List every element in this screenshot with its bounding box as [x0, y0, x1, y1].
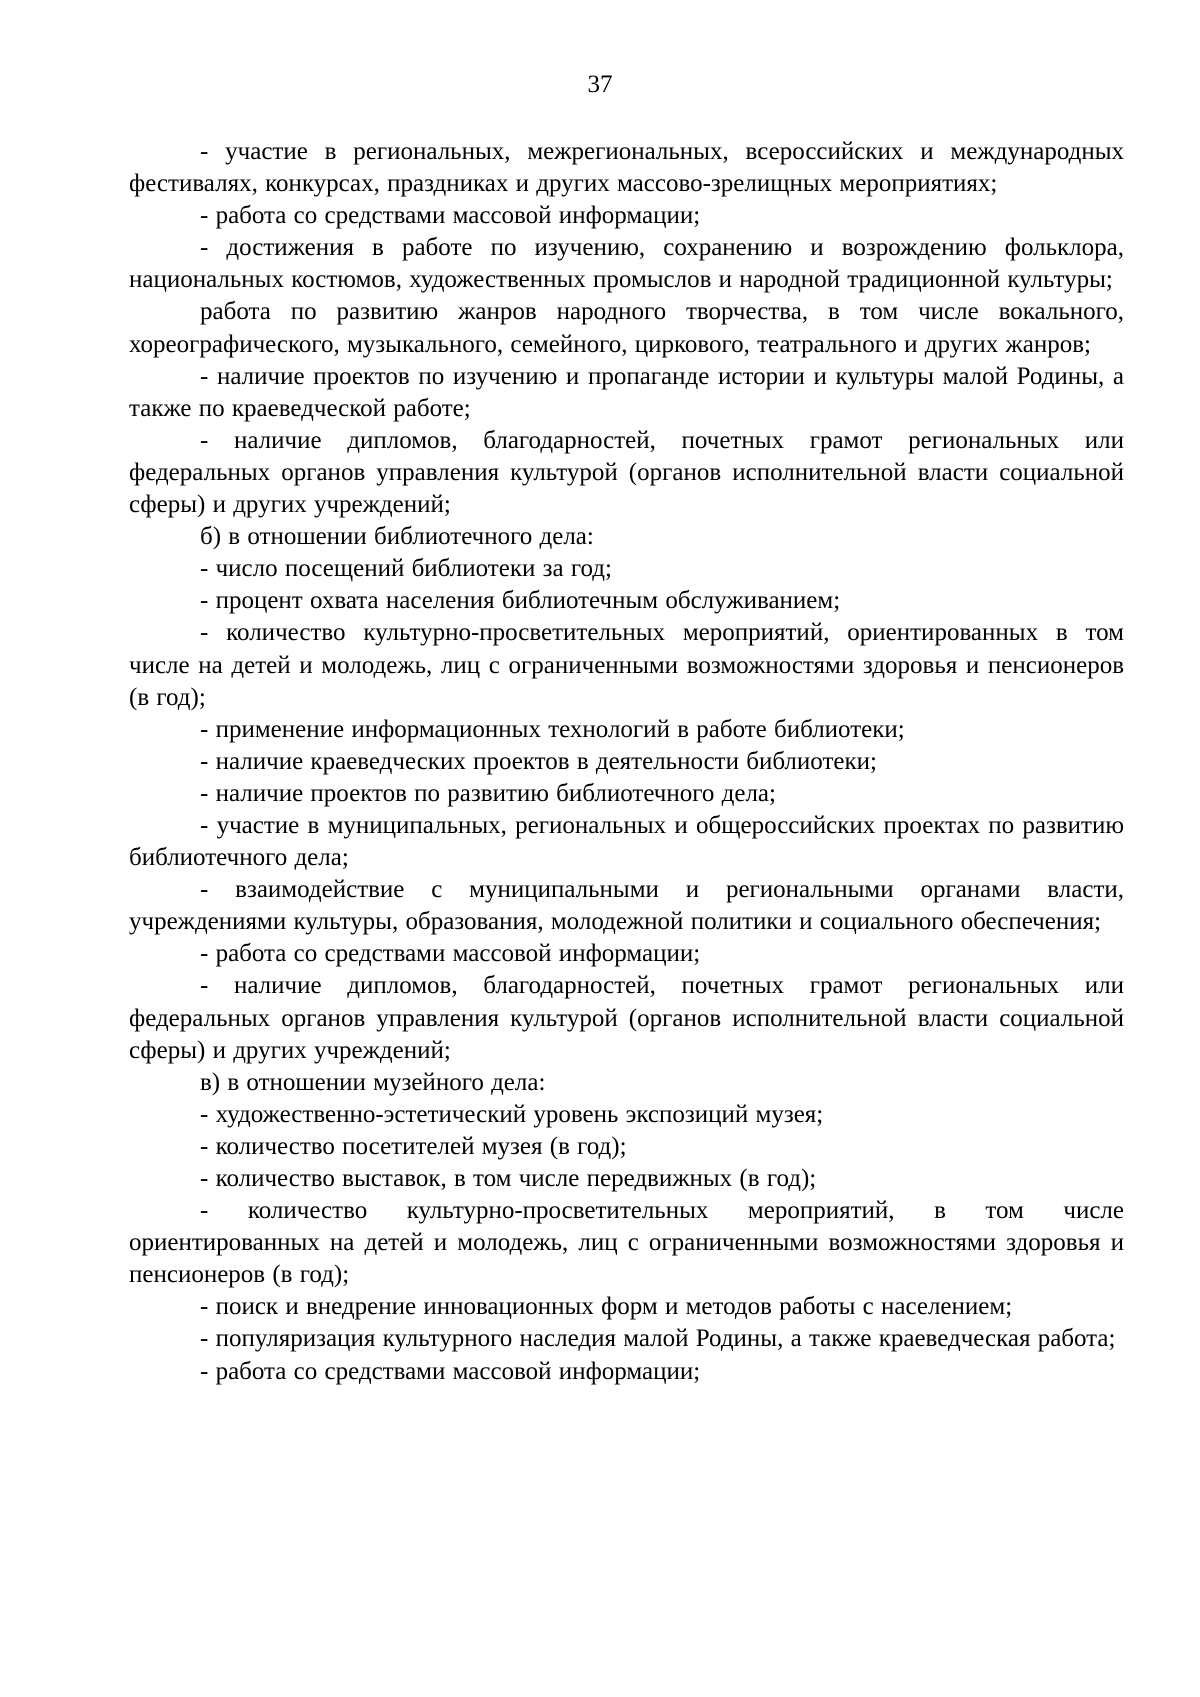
paragraph-17: - наличие дипломов, благодарностей, почетных грамот региональных или федеральных органов управления культурой (органов исполнительной власти социальной сферы) и других учреждений;	[129, 972, 1124, 1064]
paragraph-1: - участие в региональных, межрегиональных, всероссийских и международных фестивалях, конкурсах, праздниках и других массово-зрелищных мероприятиях;	[129, 138, 1124, 198]
paragraph-13: - наличие проектов по развитию библиотечного дела;	[200, 779, 776, 807]
paragraph-3: - достижения в работе по изучению, сохранению и возрождению фольклора, национальных костюмов, художественных промыслов и народной традиционной культуры;	[129, 234, 1124, 294]
page-number: 37	[587, 71, 613, 98]
paragraph-21: - количество выставок, в том числе передвижных (в год);	[200, 1165, 817, 1192]
paragraph-2: - работа со средствами массовой информации;	[200, 202, 701, 230]
paragraph-16: - работа со средствами массовой информации;	[200, 940, 701, 968]
paragraph-19: - художественно-эстетический уровень экспозиций музея;	[200, 1100, 824, 1128]
paragraph-15: - взаимодействие с муниципальными и региональными органами власти, учреждениями культуры, образования, молодежной политики и социального обеспечения;	[129, 876, 1124, 936]
section-heading-library: б) в отношении библиотечного дела:	[200, 523, 594, 551]
document-body	[129, 136, 1124, 1388]
paragraph-8: - число посещений библиотеки за год;	[200, 555, 612, 583]
paragraph-22: - количество культурно-просветительных мероприятий, в том числе ориентированных на детей и молодежь, лиц с ограниченными возможностями здоровья и пенсионеров (в год);	[129, 1197, 1124, 1289]
paragraph-20: - количество посетителей музея (в год);	[200, 1132, 627, 1160]
paragraph-11: - применение информационных технологий в работе библиотеки;	[200, 715, 905, 743]
section-heading-museum: в) в отношении музейного дела:	[200, 1068, 546, 1096]
paragraph-14: - участие в муниципальных, региональных и общероссийских проектах по развитию библиотечного дела;	[129, 811, 1124, 872]
paragraph-24: - популяризация культурного наследия малой Родины, а также краеведческая работа;	[200, 1325, 1116, 1353]
paragraph-6: - наличие дипломов, благодарностей, почетных грамот региональных или федеральных органов управления культурой (органов исполнительной власти социальной сферы) и других учреждений;	[129, 426, 1124, 519]
paragraph-23: - поиск и внедрение инновационных форм и методов работы с населением;	[200, 1293, 1013, 1321]
paragraph-12: - наличие краеведческих проектов в деятельности библиотеки;	[200, 747, 877, 775]
paragraph-5: - наличие проектов по изучению и пропаганде истории и культуры малой Родины, а также по краеведческой работе;	[129, 362, 1124, 422]
paragraph-10: - количество культурно-просветительных мероприятий, ориентированных в том числе на детей и молодежь, лиц с ограниченными возможностями здоровья и пенсионеров (в год);	[129, 619, 1124, 711]
paragraph-25: - работа со средствами массовой информации;	[200, 1357, 701, 1385]
paragraph-9: - процент охвата населения библиотечным обслуживанием;	[200, 587, 841, 615]
paragraph-4: работа по развитию жанров народного творчества, в том числе вокального, хореографического, музыкального, семейного, циркового, театрального и других жанров;	[129, 298, 1124, 358]
